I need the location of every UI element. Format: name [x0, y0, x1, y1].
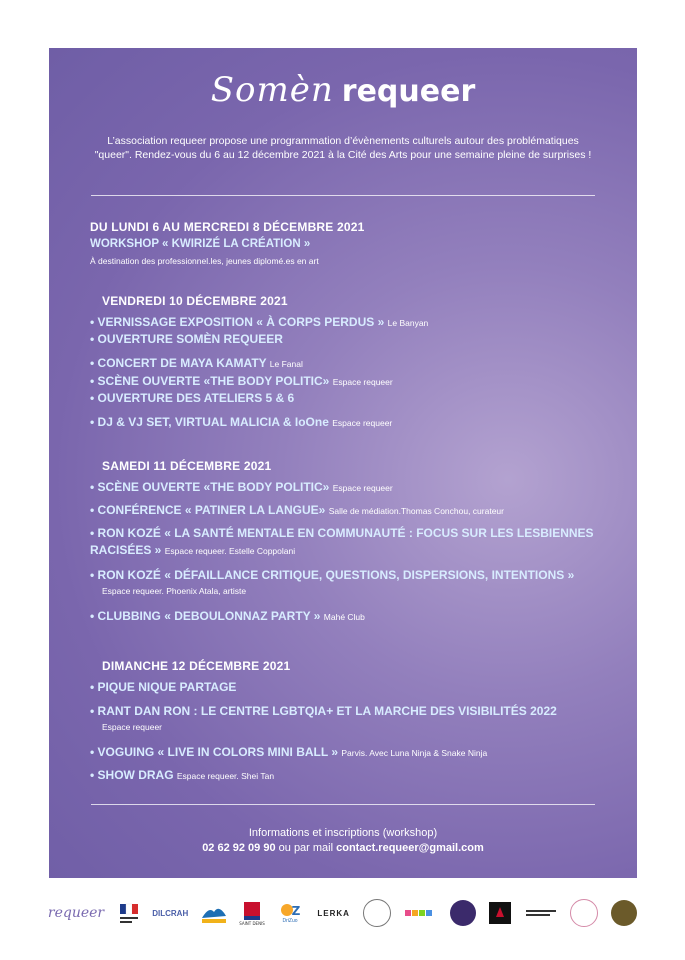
event-venue: Espace requeer — [332, 483, 393, 493]
title-bold: requeer — [341, 74, 476, 109]
svg-text:Z: Z — [291, 904, 301, 918]
black-square-logo — [489, 902, 511, 924]
event-venue: Espace requeer — [332, 418, 393, 428]
workshop-title: WORKSHOP « KWIRIZÉ LA CRÉATION » — [90, 238, 311, 250]
event-title: • CLUBBING « DEBOULONNAZ PARTY » — [90, 609, 321, 623]
event-title: • DJ & VJ SET, VIRTUAL MALICIA & IoOne — [90, 415, 329, 429]
event-time: 20h — [30, 357, 46, 367]
event-venue: Espace requeer — [332, 377, 393, 387]
event-title: • RON KOZÉ « DÉFAILLANCE CRITIQUE, QUESTIONS, DISPERSIONS, INTENTIONS » — [90, 568, 575, 582]
event-venue: Le Banyan — [387, 318, 429, 328]
drizuo-label: DriZuo — [282, 918, 298, 924]
saint-denis-label: SAINT DENIS — [239, 921, 266, 926]
event-title: • CONCERT DE MAYA KAMATY — [90, 356, 267, 370]
event-venue: Parvis. Avec Luna Ninja & Snake Ninja — [341, 748, 488, 758]
event-time: 14h — [30, 481, 46, 491]
event-time: 20h30 — [20, 769, 46, 779]
event-time: 22h — [30, 610, 46, 620]
sunday-day: DIMANCHE 12 DÉCEMBRE 2021 — [102, 659, 291, 673]
event-time: 13h — [30, 681, 46, 691]
lerka-logo: LERKA — [317, 908, 350, 918]
event-title: • VOGUING « LIVE IN COLORS MINI BALL » — [90, 745, 339, 759]
event-time: 21h — [30, 416, 46, 426]
intro-text: L’association requeer propose une programmation d’évènements culturels autour des problématiques "queer". Rendez-vous du 6 au 12 décembre 2021 à la Cité des Arts pour une semaine pleine de surprises ! — [94, 135, 592, 161]
event-title: • OUVERTURE SOMÈN REQUEER — [90, 332, 283, 346]
event-time: 14h30 — [20, 504, 46, 514]
saint-denis-logo — [239, 900, 266, 926]
colorful-logo — [404, 900, 438, 926]
event-title: • RON KOZÉ « LA SANTÉ MENTALE EN COMMUNAUTÉ : FOCUS SUR LES LESBIENNES RACISÉES » — [90, 526, 594, 557]
event-time: 19h — [30, 746, 46, 756]
event-title: • OUVERTURE DES ATELIERS 5 & 6 — [90, 391, 295, 405]
drizuo-logo — [276, 900, 304, 926]
republic-logo — [116, 900, 142, 926]
event-venue: Espace requeer. Estelle Coppolani — [164, 546, 296, 556]
poster-title — [49, 70, 637, 110]
event-title: • PIQUE NIQUE PARTAGE — [90, 680, 237, 694]
email-link[interactable]: contact.requeer@gmail.com — [336, 842, 484, 854]
event-title: • RANT DAN RON : LE CENTRE LGBTQIA+ ET LA MARCHE DES VISIBILITÉS 2022 — [90, 704, 557, 718]
requeer-logo: requeer — [47, 905, 105, 921]
reunion-logo — [199, 900, 229, 926]
divider-bottom — [91, 804, 595, 805]
dilcrah-logo: DILCRAH — [152, 908, 189, 918]
event-subline: Espace requeer. Phoenix Atala, artiste — [102, 586, 247, 596]
title-script: Somèn — [210, 70, 334, 110]
event-venue: Espace requeer. Shei Tan — [176, 771, 275, 781]
event-subline: Espace requeer — [102, 722, 163, 732]
event-title: • SHOW DRAG — [90, 768, 174, 782]
poster — [20, 48, 637, 878]
event-venue: Le Fanal — [269, 359, 303, 369]
gold-circle-logo — [611, 900, 637, 926]
phone-number: 02 62 92 09 90 — [202, 842, 276, 854]
event-title: • SCÈNE OUVERTE «THE BODY POLITIC» — [90, 480, 330, 494]
footer-middle: ou par mail — [275, 842, 337, 854]
circle-logo — [363, 899, 391, 927]
footer-line: Informations et inscriptions (workshop) — [248, 827, 438, 839]
event-title: • CONFÉRENCE « PATINER LA LANGUE» — [90, 503, 326, 517]
divider-top — [91, 195, 595, 196]
saturday-day: SAMEDI 11 DÉCEMBRE 2021 — [102, 459, 272, 473]
footer-info — [49, 826, 637, 856]
workshop-subtitle: À destination des professionnel.les, jeunes diplomé.es en art — [90, 256, 319, 266]
pink-circle-logo — [570, 899, 598, 927]
event-time: 18h — [30, 316, 46, 326]
event-title: • VERNISSAGE EXPOSITION « À CORPS PERDUS » — [90, 315, 385, 329]
event-time: 17h — [30, 527, 46, 537]
purple-badge-logo — [450, 900, 476, 926]
workshop-day: DU LUNDI 6 AU MERCREDI 8 DÉCEMBRE 2021 — [90, 220, 365, 234]
event-time: 15h — [30, 705, 46, 715]
partner-logos — [49, 893, 637, 933]
text-logo — [524, 900, 558, 926]
event-venue: Mahé Club — [323, 612, 365, 622]
event-venue: Salle de médiation.Thomas Conchou, curateur — [328, 506, 504, 516]
event-time: 19h — [30, 569, 46, 579]
event-title: • SCÈNE OUVERTE «THE BODY POLITIC» — [90, 374, 330, 388]
friday-day: VENDREDI 10 DÉCEMBRE 2021 — [102, 294, 288, 308]
